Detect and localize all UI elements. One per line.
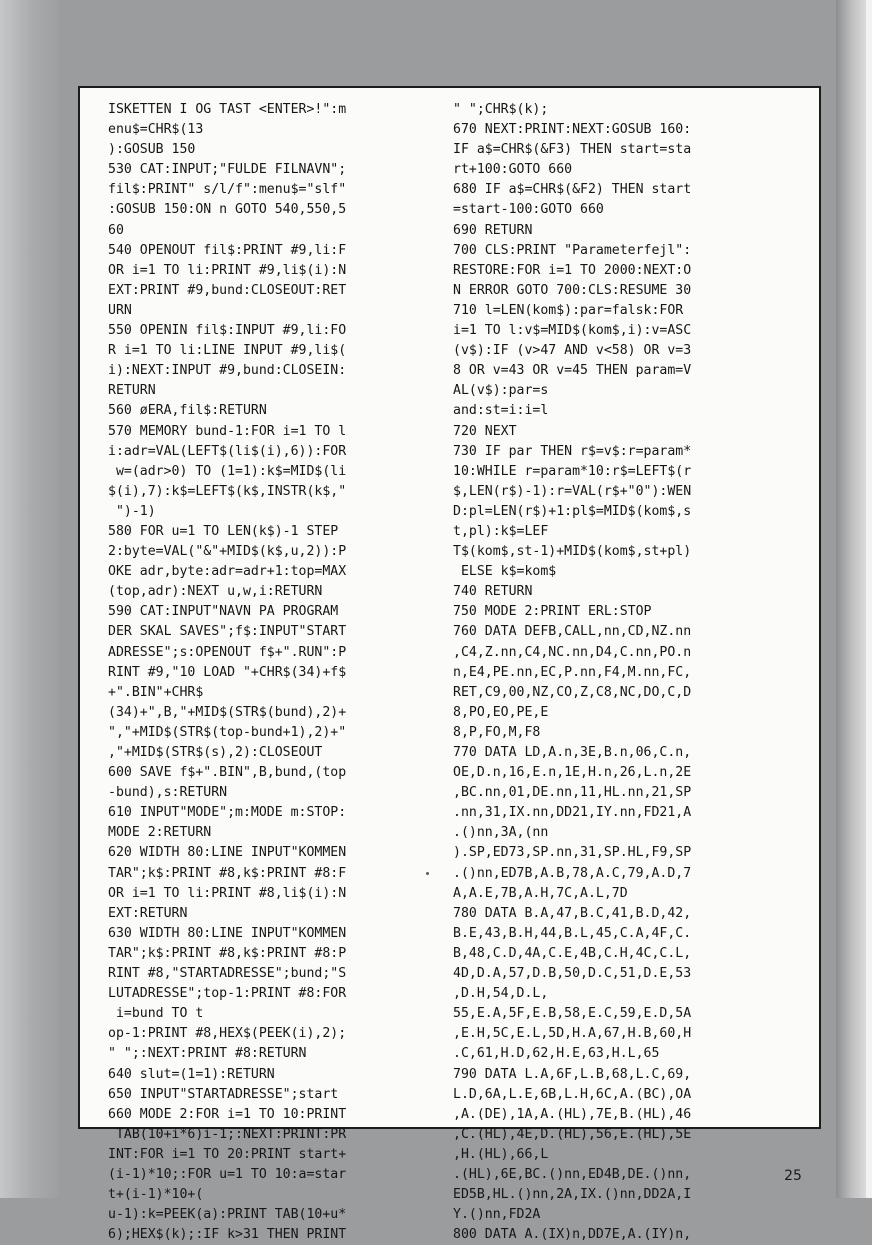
code-line: 730 IF par THEN r$=v$:r=param* <box>453 443 692 459</box>
code-line: B.E,43,B.H,44,B.L,45,C.A,4F,C. <box>453 925 692 941</box>
code-line: 600 SAVE f$+".BIN",B,bund,(top <box>108 765 347 781</box>
code-line: 530 CAT:INPUT;"FULDE FILNAVN"; <box>108 162 347 178</box>
code-line: fil$:PRINT" s/l/f":menu$="slf" <box>108 182 347 198</box>
code-line: EXT:PRINT #9,bund:CLOSEOUT:RET <box>108 282 347 298</box>
code-line: ):GOSUB 150 <box>108 142 196 158</box>
code-line: ,BC.nn,01,DE.nn,11,HL.nn,21,SP <box>453 785 692 801</box>
code-line: TAB(10+i*6)i-1;:NEXT:PRINT:PR <box>108 1126 347 1142</box>
code-line: RET,C9,00,NZ,CO,Z,C8,NC,DO,C,D <box>453 684 692 700</box>
code-line: 620 WIDTH 80:LINE INPUT"KOMMEN <box>108 845 347 861</box>
code-line: 55,E.A,5F,E.B,58,E.C,59,E.D,5A <box>453 1006 692 1022</box>
code-line: 670 NEXT:PRINT:NEXT:GOSUB 160: <box>453 122 692 138</box>
print-speck <box>426 872 429 875</box>
code-line: i):NEXT:INPUT #9,bund:CLOSEIN: <box>108 363 347 379</box>
code-line: 10:WHILE r=param*10:r$=LEFT$(r <box>453 463 692 479</box>
code-line: .C,61,H.D,62,H.E,63,H.L,65 <box>453 1046 660 1062</box>
code-line: i=bund TO t <box>108 1006 204 1022</box>
code-line: L.D,6A,L.E,6B,L.H,6C,A.(BC),OA <box>453 1086 692 1102</box>
code-line: 590 CAT:INPUT"NAVN PA PROGRAM <box>108 604 339 620</box>
code-line: :GOSUB 150:ON n GOTO 540,550,5 <box>108 202 347 218</box>
code-line: rt+100:GOTO 660 <box>453 162 573 178</box>
code-line: TAR";k$:PRINT #8,k$:PRINT #8:P <box>108 945 347 961</box>
code-line: 800 DATA A.(IX)n,DD7E,A.(IY)n, <box>453 1227 692 1243</box>
code-line: $,LEN(r$)-1):r=VAL(r$+"0"):WEN <box>453 483 692 499</box>
code-line: 780 DATA B.A,47,B.C,41,B.D,42, <box>453 905 692 921</box>
code-line: 790 DATA L.A,6F,L.B,68,L.C,69, <box>453 1066 692 1082</box>
code-line: OR i=1 TO li:PRINT #9,li$(i):N <box>108 262 347 278</box>
code-line: 2:byte=VAL("&"+MID$(k$,u,2)):P <box>108 544 347 560</box>
code-line: ,C.(HL),4E,D.(HL),56,E.(HL),5E <box>453 1126 692 1142</box>
code-line: 550 OPENIN fil$:INPUT #9,li:FO <box>108 323 347 339</box>
code-line: 690 RETURN <box>453 222 533 238</box>
code-line: 740 RETURN <box>453 584 533 600</box>
code-line: 700 CLS:PRINT "Parameterfejl": <box>453 242 692 258</box>
code-line: 660 MODE 2:FOR i=1 TO 10:PRINT <box>108 1106 347 1122</box>
code-line: 650 INPUT"STARTADRESSE";start <box>108 1086 339 1102</box>
code-line: 4D,D.A,57,D.B,50,D.C,51,D.E,53 <box>453 966 692 982</box>
code-line: 570 MEMORY bund-1:FOR i=1 TO l <box>108 423 347 439</box>
listing-right-column <box>453 100 783 1245</box>
code-line: u-1):k=PEEK(a):PRINT TAB(10+u* <box>108 1207 347 1223</box>
code-line: RINT #9,"10 LOAD "+CHR$(34)+f$ <box>108 664 347 680</box>
code-line: .()nn,3A,(nn <box>453 825 549 841</box>
code-line: (v$):IF (v>47 AND v<58) OR v=3 <box>453 343 692 359</box>
code-line: ED5B,HL.()nn,2A,IX.()nn,DD2A,I <box>453 1187 692 1203</box>
page-left-margin <box>0 0 60 1198</box>
code-line: .()nn,ED7B,A.B,78,A.C,79,A.D,7 <box>453 865 692 881</box>
code-line: (i-1)*10;:FOR u=1 TO 10:a=star <box>108 1166 347 1182</box>
code-line: t+(i-1)*10+( <box>108 1187 204 1203</box>
code-line: i=1 TO l:v$=MID$(kom$,i):v=ASC <box>453 323 692 339</box>
page-binding-edge <box>836 0 872 1198</box>
code-line: 710 l=LEN(kom$):par=falsk:FOR <box>453 302 684 318</box>
code-line: +".BIN"+CHR$ <box>108 684 204 700</box>
code-line: 770 DATA LD,A.n,3E,B.n,06,C.n, <box>453 745 692 760</box>
code-line: AL(v$):par=s <box>453 383 549 399</box>
code-line: 8,P,FO,M,F8 <box>453 724 541 740</box>
code-line: 720 NEXT <box>453 423 517 439</box>
code-line: TAR";k$:PRINT #8,k$:PRINT #8:F <box>108 865 347 881</box>
code-line: $(i),7):k$=LEFT$(k$,INSTR(k$," <box>108 483 347 499</box>
listing-left-column <box>108 100 438 1245</box>
code-line: ","+MID$(STR$(top-bund+1),2)+" <box>108 724 347 740</box>
code-line: 6);HEX$(k);:IF k>31 THEN PRINT <box>108 1227 347 1243</box>
code-line: ISKETTEN I OG TAST <ENTER>!":m <box>108 102 347 117</box>
code-line: T$(kom$,st-1)+MID$(kom$,st+pl) <box>453 544 692 560</box>
code-line: OR i=1 TO li:PRINT #8,li$(i):N <box>108 885 347 901</box>
code-line: " ";CHR$(k); <box>453 102 549 117</box>
code-line: ,C4,Z.nn,C4,NC.nn,D4,C.nn,PO.n <box>453 644 692 660</box>
code-line: A,A.E,7B,A.H,7C,A.L,7D <box>453 885 628 901</box>
code-line: MODE 2:RETURN <box>108 825 212 841</box>
code-line: EXT:RETURN <box>108 905 188 921</box>
code-line: n,E4,PE.nn,EC,P.nn,F4,M.nn,FC, <box>453 664 692 680</box>
code-line: OKE adr,byte:adr=adr+1:top=MAX <box>108 564 347 580</box>
code-line: i:adr=VAL(LEFT$(li$(i),6)):FOR <box>108 443 347 459</box>
code-line: ,"+MID$(STR$(s),2):CLOSEOUT <box>108 745 323 760</box>
code-line: ")-1) <box>108 503 156 519</box>
code-line: (top,adr):NEXT u,w,i:RETURN <box>108 584 323 600</box>
code-line: .(HL),6E,BC.()nn,ED4B,DE.()nn, <box>453 1166 692 1182</box>
code-line: 760 DATA DEFB,CALL,nn,CD,NZ.nn <box>453 624 692 640</box>
code-line: 750 MODE 2:PRINT ERL:STOP <box>453 604 652 620</box>
code-line: D:pl=LEN(r$)+1:pl$=MID$(kom$,s <box>453 503 692 519</box>
code-line: IF a$=CHR$(&F3) THEN start=sta <box>453 142 692 158</box>
code-line: ELSE k$=kom$ <box>453 564 557 580</box>
code-line: 560 øERA,fil$:RETURN <box>108 403 267 419</box>
code-line: DER SKAL SAVES";f$:INPUT"START <box>108 624 347 640</box>
code-line: INT:FOR i=1 TO 20:PRINT start+ <box>108 1146 347 1162</box>
code-line: Y.()nn,FD2A <box>453 1207 541 1223</box>
code-line: and:st=i:i=l <box>453 403 549 419</box>
code-line: op-1:PRINT #8,HEX$(PEEK(i),2); <box>108 1026 347 1042</box>
code-line: 580 FOR u=1 TO LEN(k$)-1 STEP <box>108 523 339 539</box>
code-line: ,E.H,5C,E.L,5D,H.A,67,H.B,60,H <box>453 1026 692 1042</box>
code-line: 610 INPUT"MODE";m:MODE m:STOP: <box>108 805 347 821</box>
code-line: w=(adr>0) TO (1=1):k$=MID$(li <box>108 463 347 479</box>
code-line: 630 WIDTH 80:LINE INPUT"KOMMEN <box>108 925 347 941</box>
code-line: RETURN <box>108 383 156 399</box>
code-line: 60 <box>108 222 124 238</box>
page-number: 25 <box>784 1168 802 1184</box>
code-line: RINT #8,"STARTADRESSE";bund;"S <box>108 966 347 982</box>
code-line: enu$=CHR$(13 <box>108 122 204 138</box>
code-line: OE,D.n,16,E.n,1E,H.n,26,L.n,2E <box>453 765 692 781</box>
code-line: ).SP,ED73,SP.nn,31,SP.HL,F9,SP <box>453 845 692 861</box>
code-line: URN <box>108 302 132 318</box>
code-line: " ";:NEXT:PRINT #8:RETURN <box>108 1046 307 1062</box>
code-line: LUTADRESSE";top-1:PRINT #8:FOR <box>108 986 347 1002</box>
page-edge-highlight <box>866 0 872 1198</box>
code-line: =start-100:GOTO 660 <box>453 202 604 218</box>
code-line: R i=1 TO li:LINE INPUT #9,li$( <box>108 343 347 359</box>
code-line: t,pl):k$=LEF <box>453 523 549 539</box>
code-line: ,A.(DE),1A,A.(HL),7E,B.(HL),46 <box>453 1106 692 1122</box>
code-line: ADRESSE";s:OPENOUT f$+".RUN":P <box>108 644 347 660</box>
code-line: ,H.(HL),66,L <box>453 1146 549 1162</box>
code-line: 8,PO,EO,PE,E <box>453 704 549 720</box>
code-line: 8 OR v=43 OR v=45 THEN param=V <box>453 363 692 379</box>
code-line: 640 slut=(1=1):RETURN <box>108 1066 275 1082</box>
code-line: -bund),s:RETURN <box>108 785 228 801</box>
code-line: RESTORE:FOR i=1 TO 2000:NEXT:O <box>453 262 692 278</box>
code-line: (34)+",B,"+MID$(STR$(bund),2)+ <box>108 704 347 720</box>
code-line: .nn,31,IX.nn,DD21,IY.nn,FD21,A <box>453 805 692 821</box>
code-line: B,48,C.D,4A,C.E,4B,C.H,4C,C.L, <box>453 945 692 961</box>
code-line: 680 IF a$=CHR$(&F2) THEN start <box>453 182 692 198</box>
code-line: N ERROR GOTO 700:CLS:RESUME 30 <box>453 282 692 298</box>
code-line: ,D.H,54,D.L, <box>453 986 549 1002</box>
code-line: 540 OPENOUT fil$:PRINT #9,li:F <box>108 242 347 258</box>
